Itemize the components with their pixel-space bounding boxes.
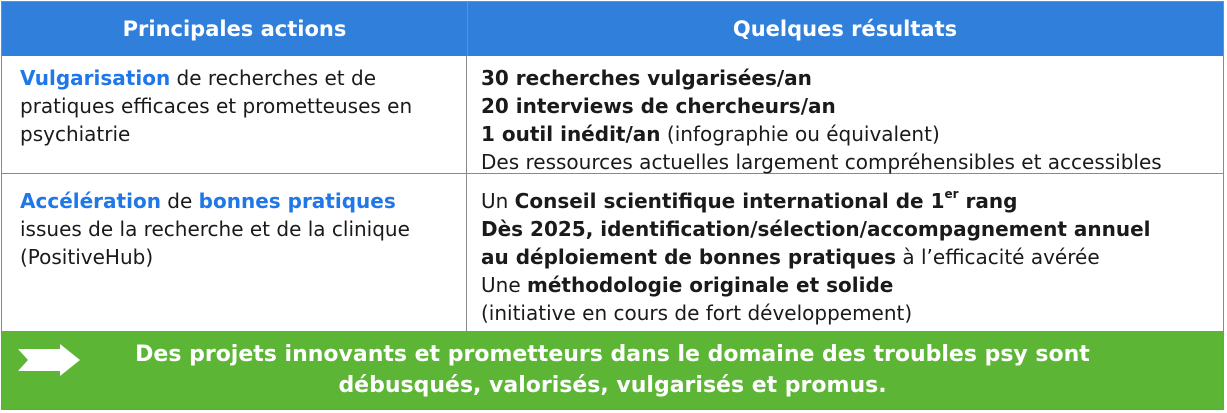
result-bold: 1 outil inédit/an [481, 122, 661, 146]
arrow-right-icon [16, 344, 82, 376]
result-line [481, 120, 1209, 148]
ordinal-superscript: er [944, 187, 959, 202]
result-bold: Conseil scientifique international de 1 [514, 189, 945, 213]
result-text: Une [481, 273, 527, 297]
table-row [2, 173, 1223, 332]
header-results [467, 2, 1223, 56]
conclusion-line: débusqués, valorisés, vulgarisés et promus. [338, 373, 887, 398]
action-cell-acceleration [2, 173, 467, 331]
result-line: 30 recherches vulgarisées/an [481, 66, 812, 90]
action-description: de recherches et de pratiques efficaces et prometteuses en psychiatrie [20, 66, 413, 146]
result-line: Dès 2025, identification/sélection/accompagnement annuel [481, 217, 1151, 241]
header-actions-label: Principales actions [122, 17, 347, 41]
result-text: Un [481, 189, 515, 213]
result-line [481, 271, 1209, 299]
action-text: de [160, 189, 199, 213]
result-text: (infographie ou équivalent) [660, 122, 940, 146]
action-title: Vulgarisation [20, 66, 171, 90]
result-bold: au déploiement de bonnes pratiques [481, 245, 896, 269]
result-line [481, 243, 1209, 271]
result-line: Des ressources actuelles largement compréhensibles et accessibles [481, 150, 1162, 174]
conclusion-banner [2, 331, 1223, 409]
results-cell-acceleration [467, 173, 1223, 331]
action-title: Accélération [20, 189, 161, 213]
result-line: (initiative en cours de fort développement) [481, 301, 913, 325]
header-results-label: Quelques résultats [732, 17, 958, 41]
action-cell-vulgarisation [2, 56, 467, 173]
result-text: à l’efficacité avérée [896, 245, 1100, 269]
result-bold: méthodologie originale et solide [526, 273, 894, 297]
results-cell-vulgarisation [467, 56, 1223, 173]
table-header [2, 2, 1223, 56]
actions-results-table [1, 1, 1224, 410]
action-description: issues de la recherche et de la clinique (PositiveHub) [20, 217, 410, 269]
result-bold: rang [958, 189, 1018, 213]
header-actions [2, 2, 468, 56]
result-line [481, 187, 1209, 215]
action-title-secondary: bonnes pratiques [198, 189, 396, 213]
result-line: 20 interviews de chercheurs/an [481, 94, 836, 118]
conclusion-line: Des projets innovants et prometteurs dans le domaine des troubles psy sont [135, 342, 1090, 367]
table-row [2, 56, 1223, 174]
